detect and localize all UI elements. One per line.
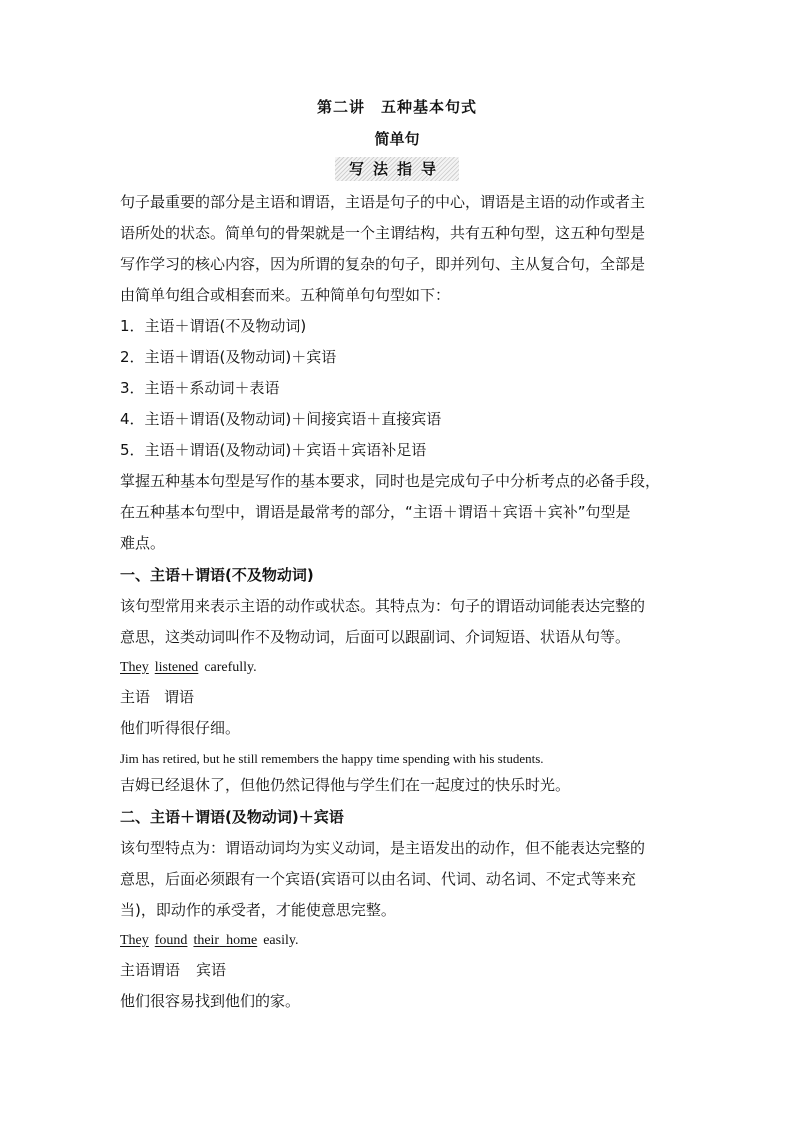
intro-line-1: 句子最重要的部分是主语和谓语，主语是句子的中心，谓语是主语的动作或者主 — [120, 193, 646, 211]
pattern-item-3: 3．主语＋系动词＋表语 — [120, 379, 280, 397]
example2-subject: They — [120, 933, 149, 948]
section1-example1-labels — [120, 686, 194, 708]
summary-line-3: 难点。 — [120, 534, 166, 552]
section2-desc-line-2: 意思，后面必须跟有一个宾语(宾语可以由名词、代词、动名词、不定式等来充 — [120, 870, 636, 888]
pattern-item-5: 5．主语＋谓语(及物动词)＋宾语＋宾语补足语 — [120, 441, 427, 459]
summary-line-2: 在五种基本句型中，谓语是最常考的部分，“主语＋谓语＋宾语＋宾补”句型是 — [120, 503, 631, 521]
section1-example1 — [120, 657, 257, 679]
intro-line-3: 写作学习的核心内容，因为所谓的复杂的句子，即并列句、主从复合句，全部是 — [120, 255, 646, 273]
section1-example2: Jim has retired, but he still remembers the happy time spending with his students. — [120, 751, 544, 766]
section2-translation1: 他们很容易找到他们的家。 — [120, 992, 301, 1010]
section1-translation1: 他们听得很仔细。 — [120, 719, 241, 737]
intro-line-2: 语所处的状态。简单句的骨架就是一个主谓结构，共有五种句型，这五种句型是 — [120, 224, 646, 242]
example1-verb: listened — [154, 660, 199, 675]
example1-subject: They — [120, 660, 149, 675]
pattern-item-4: 4．主语＋谓语(及物动词)＋间接宾语＋直接宾语 — [120, 410, 442, 428]
pattern-item-1: 1．主语＋谓语(不及物动词) — [120, 317, 307, 335]
example2-rest: easily. — [263, 933, 299, 948]
section1-translation2: 吉姆已经退休了，但他仍然记得他与学生们在一起度过的快乐时光。 — [120, 776, 571, 794]
summary-line-1: 掌握五种基本句型是写作的基本要求，同时也是完成句子中分析考点的必备手段， — [120, 472, 661, 490]
label-subject-verb: 主语谓语 — [120, 961, 181, 979]
intro-line-4: 由简单句组合或相套而来。五种简单句句型如下： — [120, 286, 451, 304]
label-object: 宾语 — [196, 961, 227, 979]
example2-object-1: their — [193, 933, 220, 948]
page-title: 第二讲 五种基本句式 — [316, 98, 477, 116]
label-subject: 主语 — [120, 688, 151, 706]
writing-guide-banner: 写法指导 — [335, 157, 459, 181]
example2-object-2: home — [226, 933, 258, 948]
label-verb: 谓语 — [164, 688, 195, 706]
section2-example1-labels — [120, 959, 226, 981]
section1-heading: 一、主语＋谓语(不及物动词) — [120, 566, 314, 584]
banner-wrap — [0, 157, 794, 181]
section2-desc-line-3: 当)，即动作的承受者，才能使意思完整。 — [120, 901, 396, 919]
section2-desc-line-1: 该句型特点为：谓语动词均为实义动词，是主语发出的动作，但不能表达完整的 — [120, 839, 646, 857]
page-subtitle: 简单句 — [374, 130, 420, 148]
section2-heading: 二、主语＋谓语(及物动词)＋宾语 — [120, 808, 344, 826]
section1-desc-line-2: 意思，这类动词叫作不及物动词，后面可以跟副词、介词短语、状语从句等。 — [120, 628, 631, 646]
example2-verb: found — [154, 933, 188, 948]
example1-rest: carefully. — [204, 660, 257, 675]
pattern-item-2: 2．主语＋谓语(及物动词)＋宾语 — [120, 348, 337, 366]
section2-example1 — [120, 930, 298, 952]
section1-desc-line-1: 该句型常用来表示主语的动作或状态。其特点为：句子的谓语动词能表达完整的 — [120, 597, 646, 615]
